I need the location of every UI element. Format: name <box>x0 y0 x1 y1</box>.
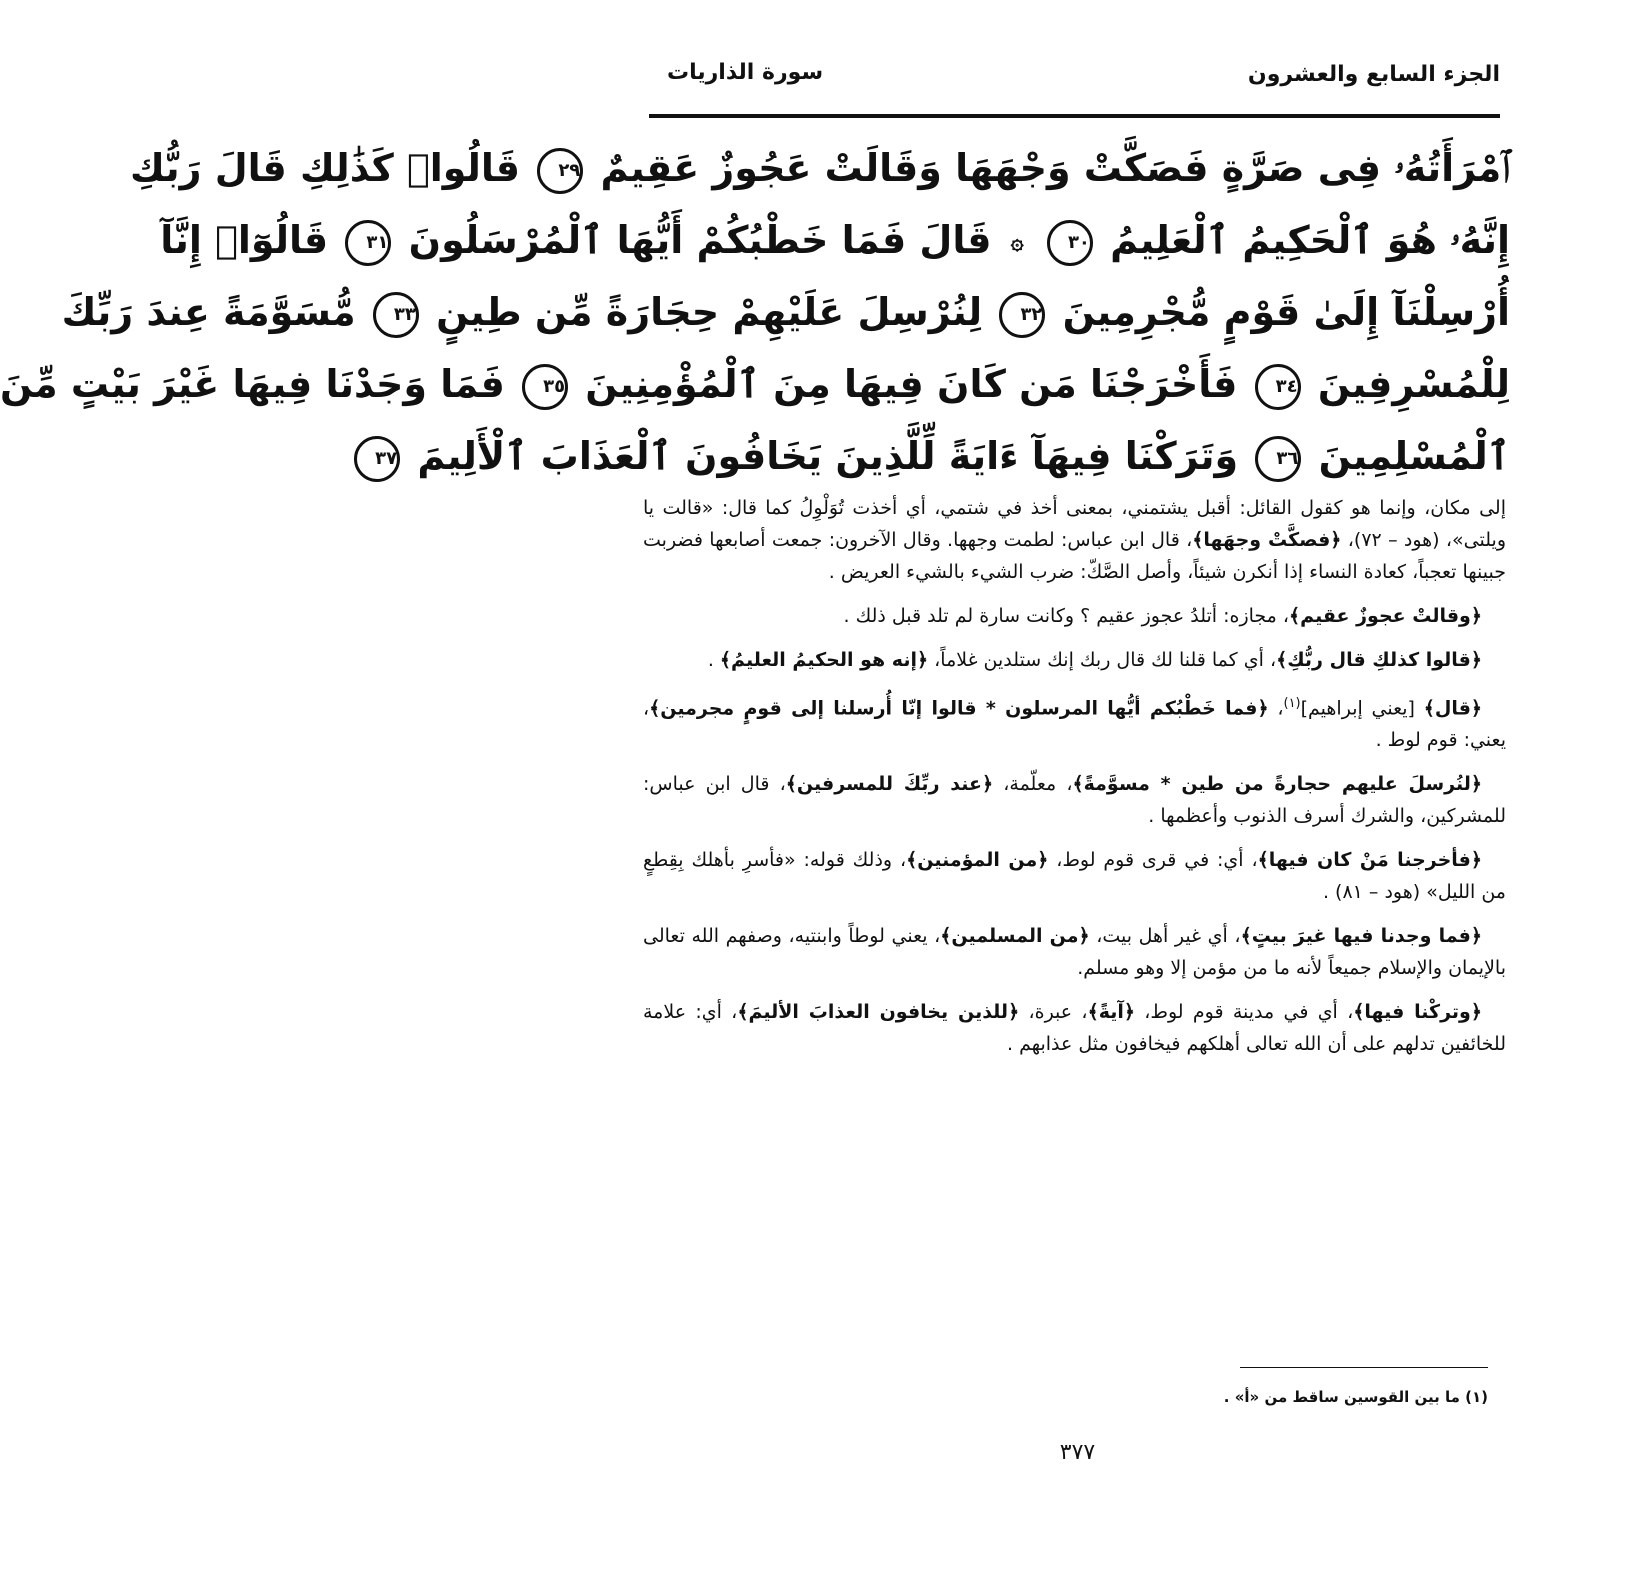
header-rule <box>649 114 1500 118</box>
verse-text: إِنَّهُۥ هُوَ ٱلْحَكِيمُ ٱلْعَلِيمُ <box>1110 218 1510 262</box>
quoted-verse: ﴿قال﴾ <box>1423 697 1483 720</box>
commentary-paragraph <box>643 844 1506 908</box>
verse-text: قَالُوٓا۟ إِنَّآ <box>160 218 329 262</box>
verse-line <box>375 420 1510 492</box>
verse-text: فَأَخْرَجْنَا مَن كَانَ فِيهَا مِنَ ٱلْمُؤْمِنِينَ <box>585 362 1238 406</box>
commentary-text: ، أي في مدينة قوم لوط، <box>1135 1001 1354 1024</box>
quoted-verse: ﴿من المؤمنين﴾ <box>906 849 1049 872</box>
quoted-verse: ﴿فأخرجنا مَنْ كان فيها﴾ <box>1257 849 1482 872</box>
commentary-text: ، مجازه: أتلدُ عجوز عقيم ؟ وكانت سارة لم تلد قبل ذلك . <box>843 605 1290 627</box>
verse-line <box>0 348 1510 420</box>
commentary-text: ، <box>1268 697 1284 720</box>
commentary-paragraph <box>643 492 1506 588</box>
commentary-text: ، قال ابن عباس: للمشركين، والشرك أسرف الذنوب وأعظمها . <box>643 773 1506 828</box>
verse-number-marker: ٣٠ <box>1047 220 1093 266</box>
commentary-text: ، يعني لوطاً وابنتيه، وصفهم الله تعالى بالإيمان والإسلام جميعاً لأنه ما من مؤمن إلا وهو مسلم. <box>643 925 1506 980</box>
quoted-verse: ﴿عند ربِّكَ للمسرفين﴾ <box>785 773 994 796</box>
verse-line <box>61 276 1510 348</box>
quoted-verse: ﴿وتركْنا فيها﴾ <box>1353 1001 1482 1024</box>
quoted-verse: ﴿إنه هو الحكيمُ العليمُ﴾ <box>719 649 929 671</box>
commentary-text: ، عبرة، <box>1019 1001 1088 1024</box>
verse-text: قَالَ فَمَا خَطْبُكُمْ أَيُّهَا ٱلْمُرْسَلُونَ <box>408 218 992 262</box>
quoted-verse: ﴿لنُرسلَ عليهم حجارةً من طين * مسوَّمةً﴾ <box>1072 773 1483 796</box>
commentary-text: ، أي: في قرى قوم لوط، <box>1048 849 1258 872</box>
verse-number-marker: ٣٣ <box>373 292 419 338</box>
page-number: ٣٧٧ <box>1059 1440 1096 1465</box>
quoted-verse: ﴿فما وجدنا فيها غيرَ بيتٍ﴾ <box>1240 925 1483 948</box>
quoted-verse: ﴿فصكَّتْ وجهَها﴾ <box>1192 529 1342 551</box>
verse-number-marker: ٢٩ <box>537 148 583 194</box>
verse-number-marker: ٣٢ <box>999 292 1045 338</box>
commentary-paragraph <box>643 920 1506 984</box>
commentary-paragraph <box>643 688 1506 756</box>
commentary-paragraph <box>643 600 1506 632</box>
quoted-verse: ﴿قالوا كذلكِ قال ربُّكِ﴾ <box>1276 649 1482 671</box>
commentary-text: ، معلّمة، <box>993 773 1073 796</box>
verse-text: وَتَرَكْنَا فِيهَآ ءَايَةً لِّلَّذِينَ يَخَافُونَ ٱلْعَذَابَ ٱلْأَلِيمَ <box>417 434 1239 478</box>
verse-line <box>160 204 1510 276</box>
commentary-text: [يعني إبراهيم] <box>1300 697 1424 720</box>
commentary-text: ، أي: علامة للخائفين تدلهم على أن الله تعالى أهلكهم فيخافون مثل عذابهم . <box>643 1001 1506 1056</box>
verse-number-marker: ٣٥ <box>522 364 568 410</box>
commentary-paragraph <box>643 768 1506 832</box>
quoted-verse: ﴿للذين يخافون العذابَ الأليمَ﴾ <box>737 1001 1020 1024</box>
verse-number-marker: ٣٧ <box>354 436 400 482</box>
commentary-text: ، أي غير أهل بيت، <box>1089 925 1241 948</box>
commentary-paragraph <box>643 996 1506 1060</box>
verse-line <box>129 132 1510 204</box>
verse-text: ٱمْرَأَتُهُۥ فِى صَرَّةٍ فَصَكَّتْ وَجْهَهَا وَقَالَتْ عَجُوزٌ عَقِيمٌ <box>600 146 1510 190</box>
verse-text: ٱلْمُسْلِمِينَ <box>1318 434 1510 478</box>
commentary-paragraph <box>643 644 1506 676</box>
verse-number-marker: ٣٤ <box>1255 364 1301 410</box>
commentary-text: إلى مكان، وإنما هو كقول القائل: أقبل يشتمني، بمعنى أخذ في شتمي، أي أخذت تُوَلْوِلُ كما قال: «قالت يا ويلتى»، (هود – ٧٢)، <box>643 497 1506 551</box>
footnote: (١) ما بين القوسين ساقط من «أ» . <box>1223 1388 1488 1406</box>
verse-text: لِلْمُسْرِفِينَ <box>1317 362 1510 406</box>
commentary-text: ، يعني: قوم لوط . <box>643 697 1506 752</box>
juz-title: الجزء السابع والعشرون <box>1247 62 1500 87</box>
surah-title: سورة الذاريات <box>667 60 824 85</box>
commentary-text: . <box>707 649 720 671</box>
commentary-text: ، وذلك قوله: «فأسرِ بأهلك بِقِطعٍ من الليل» (هود – ٨١) . <box>643 849 1506 904</box>
quran-verses-block <box>0 132 1510 492</box>
commentary-body <box>643 492 1506 1072</box>
verse-number-marker: ٣٦ <box>1255 436 1301 482</box>
quoted-verse: ﴿فما خَطْبُكم أيُّها المرسلون * قالوا إنّا أُرسلنا إلى قومٍ مجرمين﴾ <box>649 697 1269 720</box>
rub-el-hizb-icon: ۞ <box>1010 229 1024 255</box>
commentary-text: ، قال ابن عباس: لطمت وجهها. وقال الآخرون: جمعت أصابعها فضربت جبينها تعجباً، كعادة النساء إذا أنكرن شيئاً، وأصل الصَّكّ: ضرب الشيء بالشيء العريض . <box>643 529 1506 583</box>
verse-text: لِنُرْسِلَ عَلَيْهِمْ حِجَارَةً مِّن طِينٍ <box>436 290 983 334</box>
verse-text: قَالُوا۟ كَذَٰلِكِ قَالَ رَبُّكِ <box>129 146 521 190</box>
quoted-verse: ﴿وقالتْ عجوزٌ عقيم﴾ <box>1289 605 1482 627</box>
verse-number-marker: ٣١ <box>345 220 391 266</box>
footnote-reference: (١) <box>1283 696 1301 711</box>
verse-text: أُرْسِلْنَآ إِلَىٰ قَوْمٍ مُّجْرِمِينَ <box>1062 290 1510 334</box>
commentary-text: ، أي كما قلنا لك قال ربك إنك ستلدين غلاماً، <box>928 649 1277 671</box>
quoted-verse: ﴿من المسلمين﴾ <box>940 925 1090 948</box>
verse-text: فَمَا وَجَدْنَا فِيهَا غَيْرَ بَيْتٍ مِّنَ <box>0 362 505 406</box>
quoted-verse: ﴿آيةً﴾ <box>1087 1001 1135 1024</box>
verse-text: مُّسَوَّمَةً عِندَ رَبِّكَ <box>61 290 356 334</box>
footnote-rule <box>1240 1367 1488 1368</box>
